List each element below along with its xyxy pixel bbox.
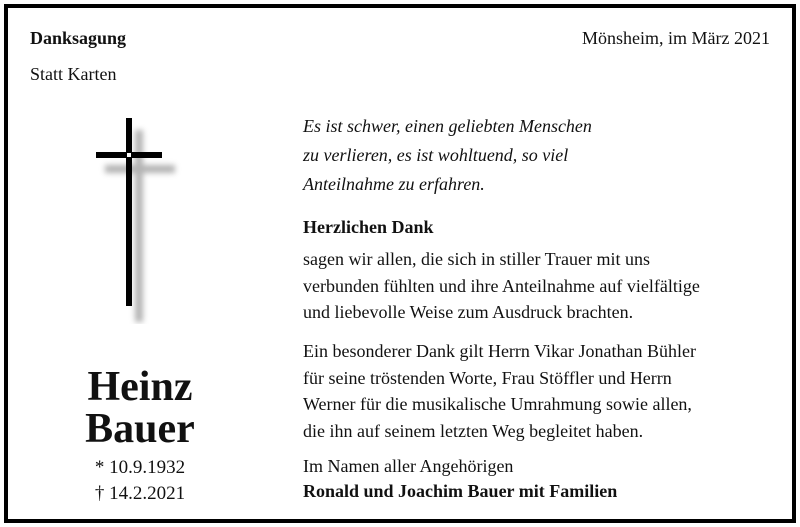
thanks-paragraph-2 bbox=[303, 338, 696, 444]
paragraph-line: verbunden fühlten und ihre Anteilnahme auf vielfältige bbox=[303, 275, 700, 296]
intro-quote bbox=[303, 112, 592, 199]
signature-names: Ronald und Joachim Bauer mit Familien bbox=[303, 481, 618, 501]
paragraph-line: sagen wir allen, die sich in stiller Trauer mit uns bbox=[303, 249, 650, 269]
page-title: Danksagung bbox=[30, 28, 127, 48]
signature-preamble: Im Namen aller Angehörigen bbox=[303, 456, 514, 476]
death-date: † 14.2.2021 bbox=[94, 483, 186, 504]
birth-date: * 10.9.1932 bbox=[94, 457, 186, 478]
place-date: Mönsheim, im März 2021 bbox=[582, 28, 770, 48]
subtitle: Statt Karten bbox=[30, 64, 117, 84]
deceased-last-name: Bauer bbox=[85, 406, 195, 452]
paragraph-line: und liebevolle Weise zum Ausdruck brachten. bbox=[303, 302, 634, 322]
intro-line: Anteilnahme zu erfahren. bbox=[303, 174, 485, 194]
thanks-paragraph-1 bbox=[303, 246, 700, 326]
paragraph-line: die ihn auf seinem letzten Weg begleitet haben. bbox=[303, 420, 644, 441]
paragraph-line: für seine tröstenden Worte, Frau Stöffler und Herrn bbox=[303, 367, 672, 388]
intro-line: Es ist schwer, einen geliebten Menschen bbox=[303, 116, 592, 136]
cross-icon bbox=[92, 114, 182, 324]
paragraph-line: Ein besonderer Dank gilt Herrn Vikar Jonathan Bühler bbox=[303, 341, 696, 361]
intro-line: zu verlieren, es ist wohltuend, so viel bbox=[303, 145, 569, 165]
paragraph-line: Werner für die musikalische Umrahmung sowie allen, bbox=[303, 394, 692, 414]
deceased-first-name: Heinz bbox=[87, 364, 193, 410]
thanks-heading: Herzlichen Dank bbox=[303, 217, 434, 237]
